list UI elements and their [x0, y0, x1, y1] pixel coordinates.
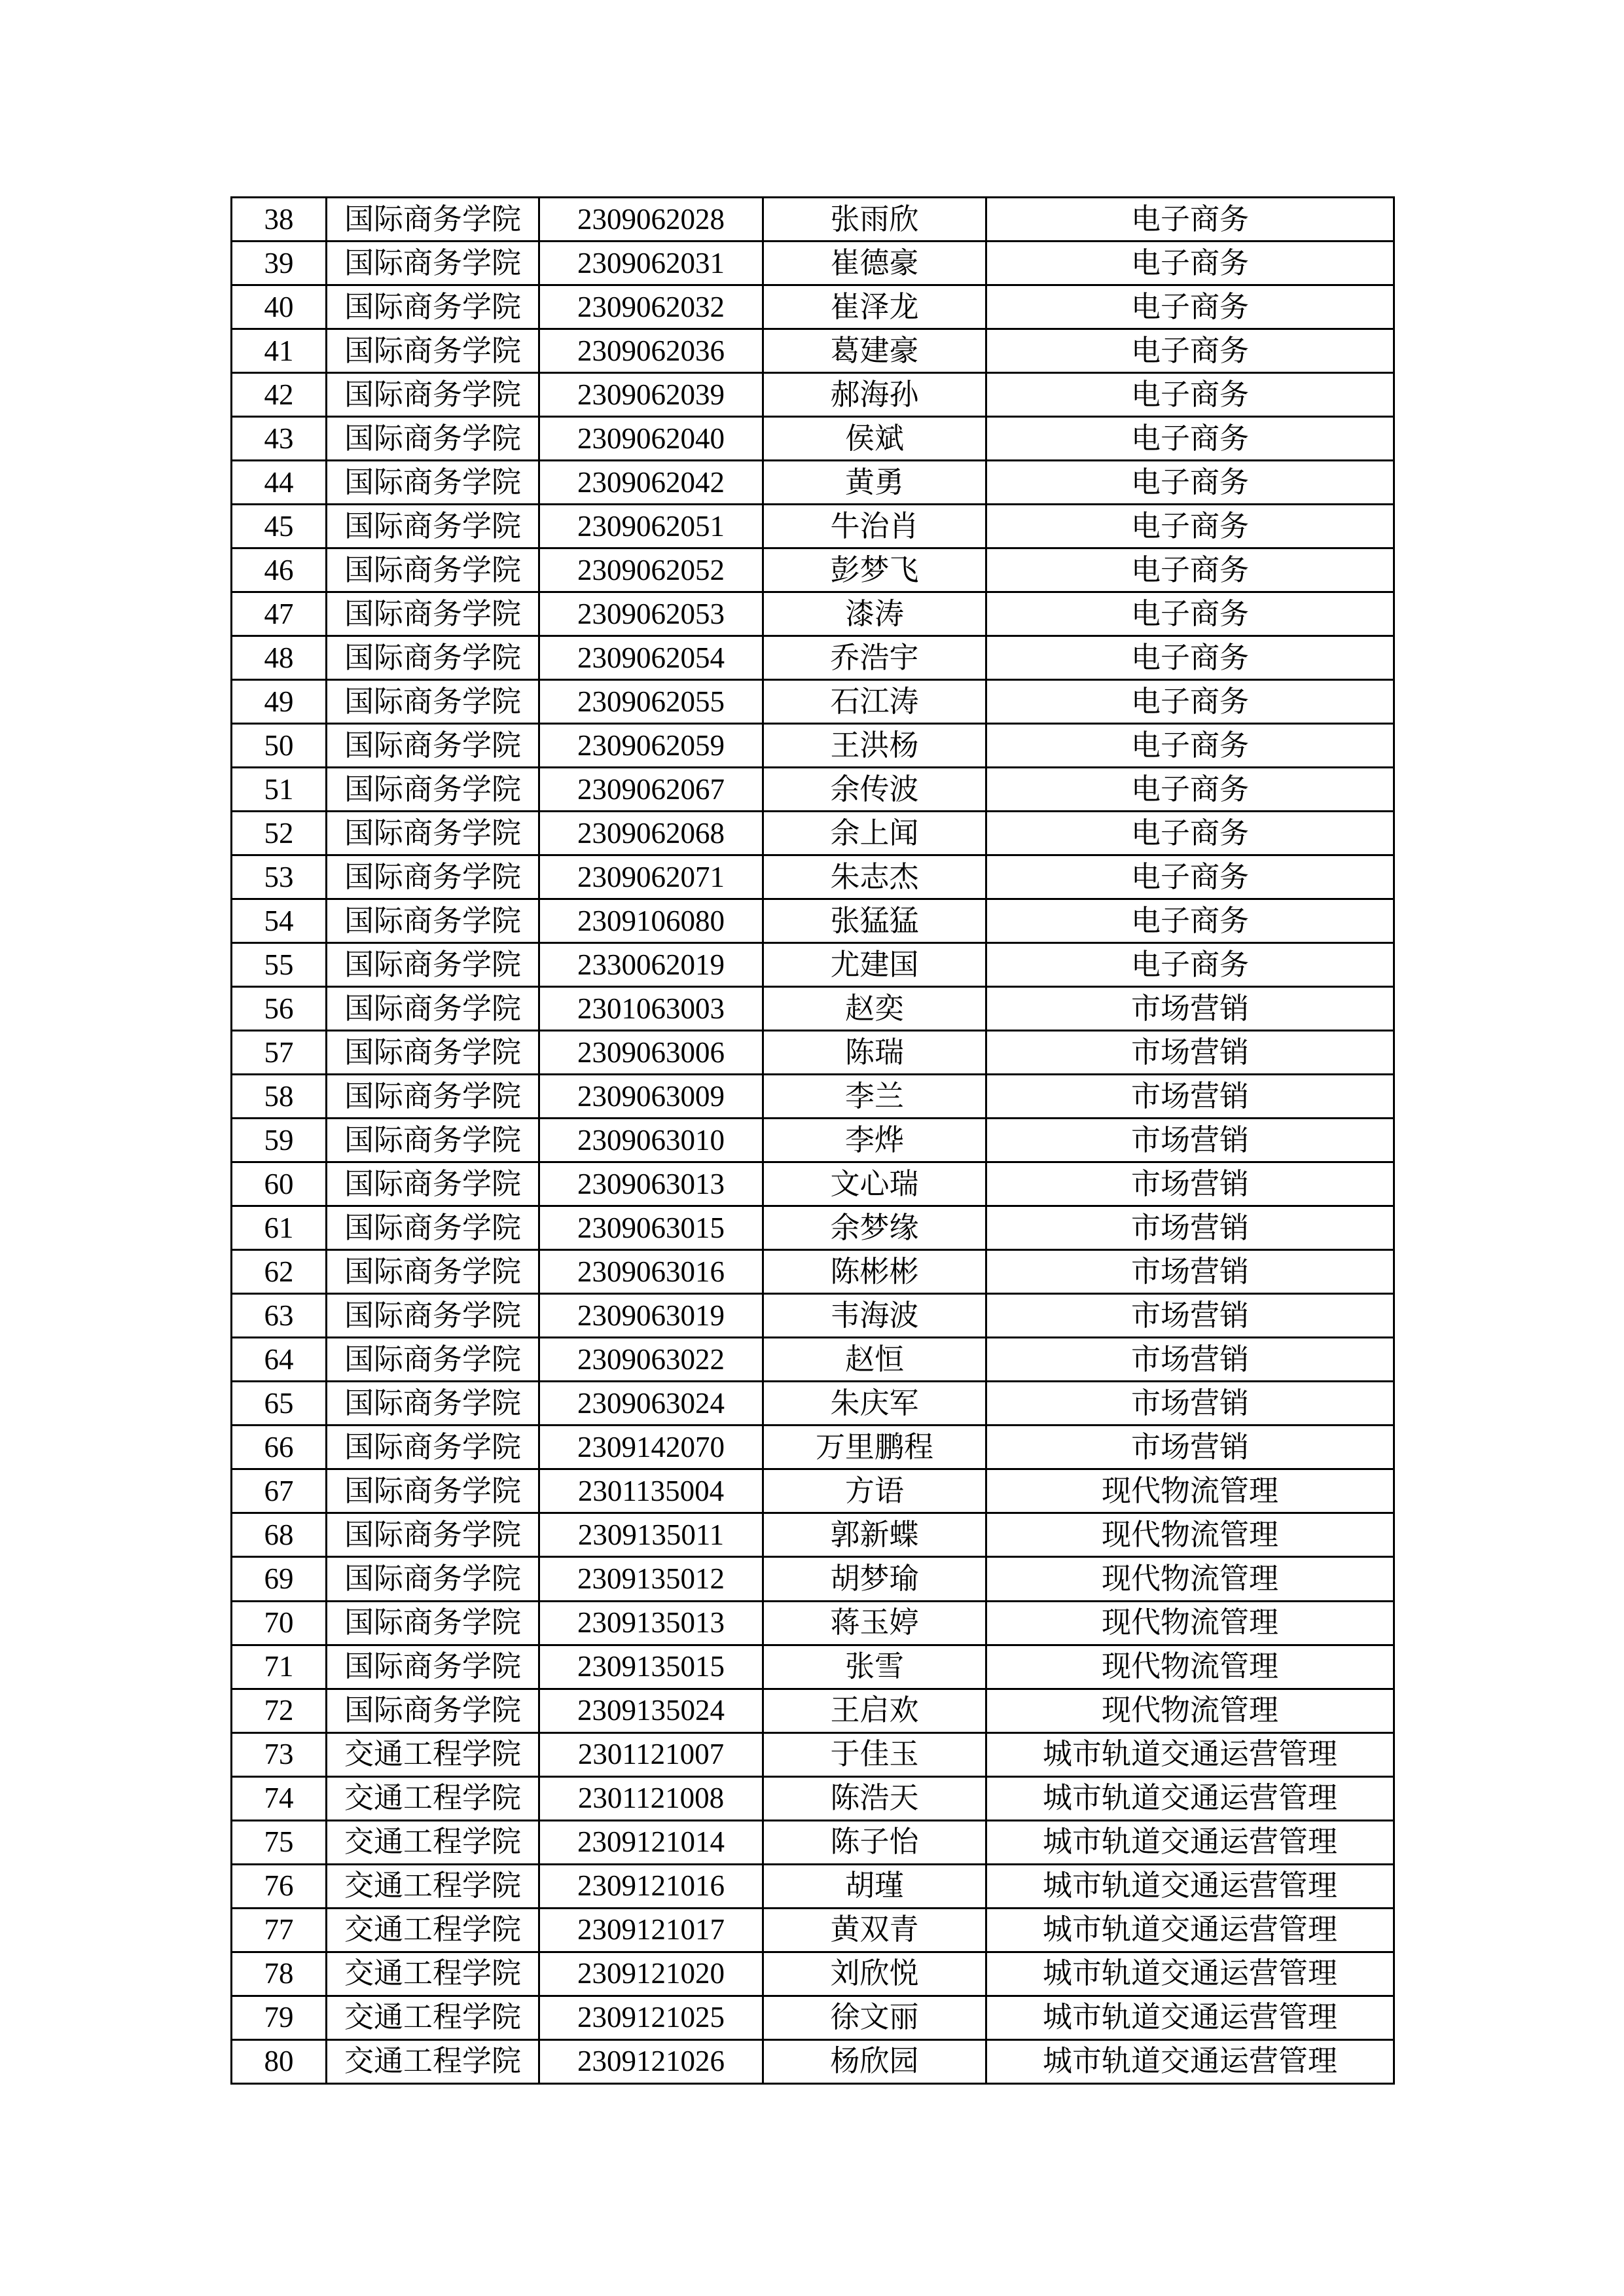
cell-major: 电子商务 — [986, 285, 1394, 329]
cell-name: 侯斌 — [763, 417, 986, 461]
cell-major: 电子商务 — [986, 592, 1394, 636]
cell-major: 城市轨道交通运营管理 — [986, 2039, 1394, 2083]
cell-name: 崔德豪 — [763, 242, 986, 285]
table-row — [232, 1119, 1394, 1162]
table-row — [232, 373, 1394, 417]
table-row — [232, 1075, 1394, 1119]
cell-college: 国际商务学院 — [327, 329, 539, 373]
cell-college: 交通工程学院 — [327, 2039, 539, 2083]
table-row — [232, 1732, 1394, 1776]
cell-name: 徐文丽 — [763, 1996, 986, 2039]
cell-college: 国际商务学院 — [327, 198, 539, 242]
cell-name: 张雪 — [763, 1645, 986, 1689]
table-row — [232, 724, 1394, 768]
table-row — [232, 1689, 1394, 1732]
cell-major: 电子商务 — [986, 680, 1394, 724]
cell-college: 国际商务学院 — [327, 1426, 539, 1469]
cell-college: 国际商务学院 — [327, 899, 539, 943]
cell-name: 彭梦飞 — [763, 548, 986, 592]
student-roster-table — [230, 196, 1395, 2085]
cell-college: 国际商务学院 — [327, 1075, 539, 1119]
cell-index: 55 — [232, 943, 327, 987]
cell-index: 75 — [232, 1820, 327, 1864]
cell-index: 38 — [232, 198, 327, 242]
cell-major: 现代物流管理 — [986, 1601, 1394, 1645]
cell-college: 国际商务学院 — [327, 1513, 539, 1557]
cell-student-id: 2309135015 — [539, 1645, 763, 1689]
cell-college: 国际商务学院 — [327, 1469, 539, 1513]
cell-name: 蒋玉婷 — [763, 1601, 986, 1645]
table-row — [232, 2039, 1394, 2083]
cell-name: 余传波 — [763, 768, 986, 812]
cell-student-id: 2301063003 — [539, 987, 763, 1031]
cell-major: 电子商务 — [986, 329, 1394, 373]
cell-index: 69 — [232, 1557, 327, 1601]
table-row — [232, 1250, 1394, 1294]
table-row — [232, 1162, 1394, 1206]
cell-major: 市场营销 — [986, 1119, 1394, 1162]
cell-index: 62 — [232, 1250, 327, 1294]
cell-student-id: 2309062036 — [539, 329, 763, 373]
cell-major: 市场营销 — [986, 1382, 1394, 1426]
cell-student-id: 2309063006 — [539, 1031, 763, 1075]
cell-name: 李烨 — [763, 1119, 986, 1162]
cell-college: 国际商务学院 — [327, 768, 539, 812]
cell-student-id: 2309121025 — [539, 1996, 763, 2039]
table-row — [232, 1996, 1394, 2039]
cell-major: 现代物流管理 — [986, 1513, 1394, 1557]
cell-student-id: 2309062071 — [539, 855, 763, 899]
cell-index: 64 — [232, 1338, 327, 1382]
cell-student-id: 2309062054 — [539, 636, 763, 680]
cell-name: 余上闻 — [763, 812, 986, 855]
cell-student-id: 2309135024 — [539, 1689, 763, 1732]
cell-index: 46 — [232, 548, 327, 592]
table-row — [232, 242, 1394, 285]
cell-student-id: 2309062055 — [539, 680, 763, 724]
table-row — [232, 1952, 1394, 1996]
cell-major: 电子商务 — [986, 417, 1394, 461]
cell-name: 杨欣园 — [763, 2039, 986, 2083]
cell-index: 74 — [232, 1776, 327, 1820]
cell-major: 市场营销 — [986, 1206, 1394, 1250]
cell-student-id: 2309062053 — [539, 592, 763, 636]
cell-index: 57 — [232, 1031, 327, 1075]
cell-major: 城市轨道交通运营管理 — [986, 1908, 1394, 1952]
cell-name: 朱志杰 — [763, 855, 986, 899]
cell-student-id: 2309063015 — [539, 1206, 763, 1250]
table-body — [232, 198, 1394, 2084]
cell-major: 现代物流管理 — [986, 1557, 1394, 1601]
table-row — [232, 636, 1394, 680]
cell-college: 国际商务学院 — [327, 548, 539, 592]
cell-college: 国际商务学院 — [327, 1250, 539, 1294]
cell-name: 万里鹏程 — [763, 1426, 986, 1469]
cell-college: 国际商务学院 — [327, 987, 539, 1031]
cell-index: 45 — [232, 505, 327, 548]
cell-college: 国际商务学院 — [327, 636, 539, 680]
cell-college: 国际商务学院 — [327, 1119, 539, 1162]
cell-major: 城市轨道交通运营管理 — [986, 1820, 1394, 1864]
cell-major: 城市轨道交通运营管理 — [986, 1996, 1394, 2039]
cell-college: 国际商务学院 — [327, 505, 539, 548]
cell-index: 49 — [232, 680, 327, 724]
cell-index: 65 — [232, 1382, 327, 1426]
student-roster-table-container — [230, 196, 1393, 2085]
cell-name: 方语 — [763, 1469, 986, 1513]
cell-college: 国际商务学院 — [327, 812, 539, 855]
cell-student-id: 2309062052 — [539, 548, 763, 592]
cell-name: 漆涛 — [763, 592, 986, 636]
cell-index: 63 — [232, 1294, 327, 1338]
cell-major: 市场营销 — [986, 1075, 1394, 1119]
cell-college: 国际商务学院 — [327, 592, 539, 636]
cell-name: 石江涛 — [763, 680, 986, 724]
cell-major: 电子商务 — [986, 768, 1394, 812]
table-row — [232, 1338, 1394, 1382]
cell-name: 朱庆军 — [763, 1382, 986, 1426]
cell-college: 国际商务学院 — [327, 943, 539, 987]
cell-student-id: 2309063010 — [539, 1119, 763, 1162]
cell-student-id: 2309063013 — [539, 1162, 763, 1206]
cell-student-id: 2309062051 — [539, 505, 763, 548]
table-row — [232, 1820, 1394, 1864]
cell-major: 城市轨道交通运营管理 — [986, 1732, 1394, 1776]
cell-major: 电子商务 — [986, 505, 1394, 548]
cell-major: 电子商务 — [986, 855, 1394, 899]
cell-student-id: 2309062040 — [539, 417, 763, 461]
cell-student-id: 2309062059 — [539, 724, 763, 768]
cell-index: 40 — [232, 285, 327, 329]
cell-major: 城市轨道交通运营管理 — [986, 1776, 1394, 1820]
cell-index: 61 — [232, 1206, 327, 1250]
cell-index: 60 — [232, 1162, 327, 1206]
cell-college: 国际商务学院 — [327, 242, 539, 285]
cell-name: 李兰 — [763, 1075, 986, 1119]
cell-name: 郝海孙 — [763, 373, 986, 417]
cell-name: 陈浩天 — [763, 1776, 986, 1820]
table-row — [232, 899, 1394, 943]
table-row — [232, 1864, 1394, 1908]
cell-major: 市场营销 — [986, 1031, 1394, 1075]
table-row — [232, 461, 1394, 505]
cell-student-id: 2309062031 — [539, 242, 763, 285]
table-row — [232, 1513, 1394, 1557]
cell-college: 交通工程学院 — [327, 1864, 539, 1908]
cell-name: 陈瑞 — [763, 1031, 986, 1075]
cell-index: 59 — [232, 1119, 327, 1162]
cell-college: 国际商务学院 — [327, 1382, 539, 1426]
cell-index: 78 — [232, 1952, 327, 1996]
cell-student-id: 2309121014 — [539, 1820, 763, 1864]
table-row — [232, 1382, 1394, 1426]
cell-index: 67 — [232, 1469, 327, 1513]
cell-index: 43 — [232, 417, 327, 461]
cell-major: 市场营销 — [986, 1250, 1394, 1294]
cell-student-id: 2309063024 — [539, 1382, 763, 1426]
cell-major: 市场营销 — [986, 1294, 1394, 1338]
cell-name: 张猛猛 — [763, 899, 986, 943]
table-row — [232, 592, 1394, 636]
cell-college: 国际商务学院 — [327, 1645, 539, 1689]
cell-name: 崔泽龙 — [763, 285, 986, 329]
cell-index: 41 — [232, 329, 327, 373]
cell-major: 电子商务 — [986, 724, 1394, 768]
cell-college: 交通工程学院 — [327, 1952, 539, 1996]
cell-index: 51 — [232, 768, 327, 812]
cell-student-id: 2309121017 — [539, 1908, 763, 1952]
cell-index: 58 — [232, 1075, 327, 1119]
cell-index: 44 — [232, 461, 327, 505]
cell-college: 国际商务学院 — [327, 724, 539, 768]
cell-index: 79 — [232, 1996, 327, 2039]
cell-college: 国际商务学院 — [327, 1689, 539, 1732]
table-row — [232, 1426, 1394, 1469]
table-row — [232, 987, 1394, 1031]
cell-name: 王启欢 — [763, 1689, 986, 1732]
cell-name: 刘欣悦 — [763, 1952, 986, 1996]
cell-student-id: 2309062042 — [539, 461, 763, 505]
cell-major: 现代物流管理 — [986, 1645, 1394, 1689]
cell-student-id: 2309062032 — [539, 285, 763, 329]
table-row — [232, 943, 1394, 987]
cell-major: 电子商务 — [986, 548, 1394, 592]
cell-college: 国际商务学院 — [327, 1206, 539, 1250]
cell-college: 国际商务学院 — [327, 1294, 539, 1338]
cell-index: 66 — [232, 1426, 327, 1469]
cell-student-id: 2309135012 — [539, 1557, 763, 1601]
cell-name: 胡瑾 — [763, 1864, 986, 1908]
cell-major: 电子商务 — [986, 373, 1394, 417]
cell-college: 国际商务学院 — [327, 1162, 539, 1206]
table-row — [232, 505, 1394, 548]
cell-name: 余梦缘 — [763, 1206, 986, 1250]
table-row — [232, 1645, 1394, 1689]
cell-college: 交通工程学院 — [327, 1908, 539, 1952]
cell-major: 现代物流管理 — [986, 1469, 1394, 1513]
table-row — [232, 1557, 1394, 1601]
cell-index: 54 — [232, 899, 327, 943]
table-row — [232, 198, 1394, 242]
cell-name: 牛治肖 — [763, 505, 986, 548]
cell-major: 市场营销 — [986, 1426, 1394, 1469]
cell-name: 于佳玉 — [763, 1732, 986, 1776]
cell-student-id: 2309135013 — [539, 1601, 763, 1645]
cell-index: 42 — [232, 373, 327, 417]
cell-college: 交通工程学院 — [327, 1996, 539, 2039]
table-row — [232, 1776, 1394, 1820]
cell-index: 53 — [232, 855, 327, 899]
cell-student-id: 2309063009 — [539, 1075, 763, 1119]
cell-index: 80 — [232, 2039, 327, 2083]
cell-major: 电子商务 — [986, 899, 1394, 943]
cell-student-id: 2309062028 — [539, 198, 763, 242]
table-row — [232, 1469, 1394, 1513]
table-row — [232, 768, 1394, 812]
cell-college: 国际商务学院 — [327, 1338, 539, 1382]
cell-student-id: 2309062067 — [539, 768, 763, 812]
cell-college: 交通工程学院 — [327, 1776, 539, 1820]
cell-student-id: 2309121016 — [539, 1864, 763, 1908]
cell-college: 国际商务学院 — [327, 1557, 539, 1601]
cell-name: 赵恒 — [763, 1338, 986, 1382]
cell-college: 国际商务学院 — [327, 680, 539, 724]
cell-name: 张雨欣 — [763, 198, 986, 242]
cell-major: 现代物流管理 — [986, 1689, 1394, 1732]
cell-college: 国际商务学院 — [327, 285, 539, 329]
cell-student-id: 2309063019 — [539, 1294, 763, 1338]
cell-name: 赵奕 — [763, 987, 986, 1031]
cell-college: 国际商务学院 — [327, 417, 539, 461]
cell-student-id: 2309063022 — [539, 1338, 763, 1382]
table-row — [232, 329, 1394, 373]
cell-student-id: 2309062068 — [539, 812, 763, 855]
cell-student-id: 2301121008 — [539, 1776, 763, 1820]
cell-major: 电子商务 — [986, 943, 1394, 987]
cell-college: 交通工程学院 — [327, 1820, 539, 1864]
cell-major: 市场营销 — [986, 987, 1394, 1031]
cell-college: 国际商务学院 — [327, 1601, 539, 1645]
table-row — [232, 680, 1394, 724]
cell-major: 电子商务 — [986, 812, 1394, 855]
cell-name: 郭新蝶 — [763, 1513, 986, 1557]
cell-name: 王洪杨 — [763, 724, 986, 768]
cell-name: 韦海波 — [763, 1294, 986, 1338]
cell-college: 交通工程学院 — [327, 1732, 539, 1776]
cell-index: 47 — [232, 592, 327, 636]
cell-college: 国际商务学院 — [327, 855, 539, 899]
cell-name: 尤建国 — [763, 943, 986, 987]
cell-name: 黄勇 — [763, 461, 986, 505]
cell-name: 黄双青 — [763, 1908, 986, 1952]
cell-index: 48 — [232, 636, 327, 680]
table-row — [232, 417, 1394, 461]
cell-index: 77 — [232, 1908, 327, 1952]
cell-name: 文心瑞 — [763, 1162, 986, 1206]
cell-index: 39 — [232, 242, 327, 285]
cell-student-id: 2309135011 — [539, 1513, 763, 1557]
table-row — [232, 1294, 1394, 1338]
cell-college: 国际商务学院 — [327, 461, 539, 505]
cell-index: 72 — [232, 1689, 327, 1732]
cell-name: 胡梦瑜 — [763, 1557, 986, 1601]
cell-name: 陈子怡 — [763, 1820, 986, 1864]
cell-college: 国际商务学院 — [327, 373, 539, 417]
cell-student-id: 2301121007 — [539, 1732, 763, 1776]
cell-major: 电子商务 — [986, 242, 1394, 285]
cell-index: 68 — [232, 1513, 327, 1557]
cell-index: 73 — [232, 1732, 327, 1776]
cell-student-id: 2309121026 — [539, 2039, 763, 2083]
cell-index: 76 — [232, 1864, 327, 1908]
table-row — [232, 1908, 1394, 1952]
cell-student-id: 2309063016 — [539, 1250, 763, 1294]
cell-major: 电子商务 — [986, 636, 1394, 680]
cell-index: 52 — [232, 812, 327, 855]
table-row — [232, 285, 1394, 329]
cell-major: 电子商务 — [986, 461, 1394, 505]
cell-index: 71 — [232, 1645, 327, 1689]
cell-college: 国际商务学院 — [327, 1031, 539, 1075]
cell-major: 城市轨道交通运营管理 — [986, 1864, 1394, 1908]
cell-index: 50 — [232, 724, 327, 768]
table-row — [232, 812, 1394, 855]
cell-student-id: 2309062039 — [539, 373, 763, 417]
table-row — [232, 548, 1394, 592]
table-row — [232, 855, 1394, 899]
cell-major: 市场营销 — [986, 1162, 1394, 1206]
cell-name: 陈彬彬 — [763, 1250, 986, 1294]
cell-student-id: 2301135004 — [539, 1469, 763, 1513]
cell-student-id: 2309106080 — [539, 899, 763, 943]
table-row — [232, 1601, 1394, 1645]
cell-index: 70 — [232, 1601, 327, 1645]
cell-major: 城市轨道交通运营管理 — [986, 1952, 1394, 1996]
cell-major: 电子商务 — [986, 198, 1394, 242]
cell-student-id: 2309121020 — [539, 1952, 763, 1996]
cell-name: 乔浩宇 — [763, 636, 986, 680]
cell-student-id: 2330062019 — [539, 943, 763, 987]
cell-student-id: 2309142070 — [539, 1426, 763, 1469]
cell-index: 56 — [232, 987, 327, 1031]
table-row — [232, 1206, 1394, 1250]
table-row — [232, 1031, 1394, 1075]
cell-major: 市场营销 — [986, 1338, 1394, 1382]
cell-name: 葛建豪 — [763, 329, 986, 373]
